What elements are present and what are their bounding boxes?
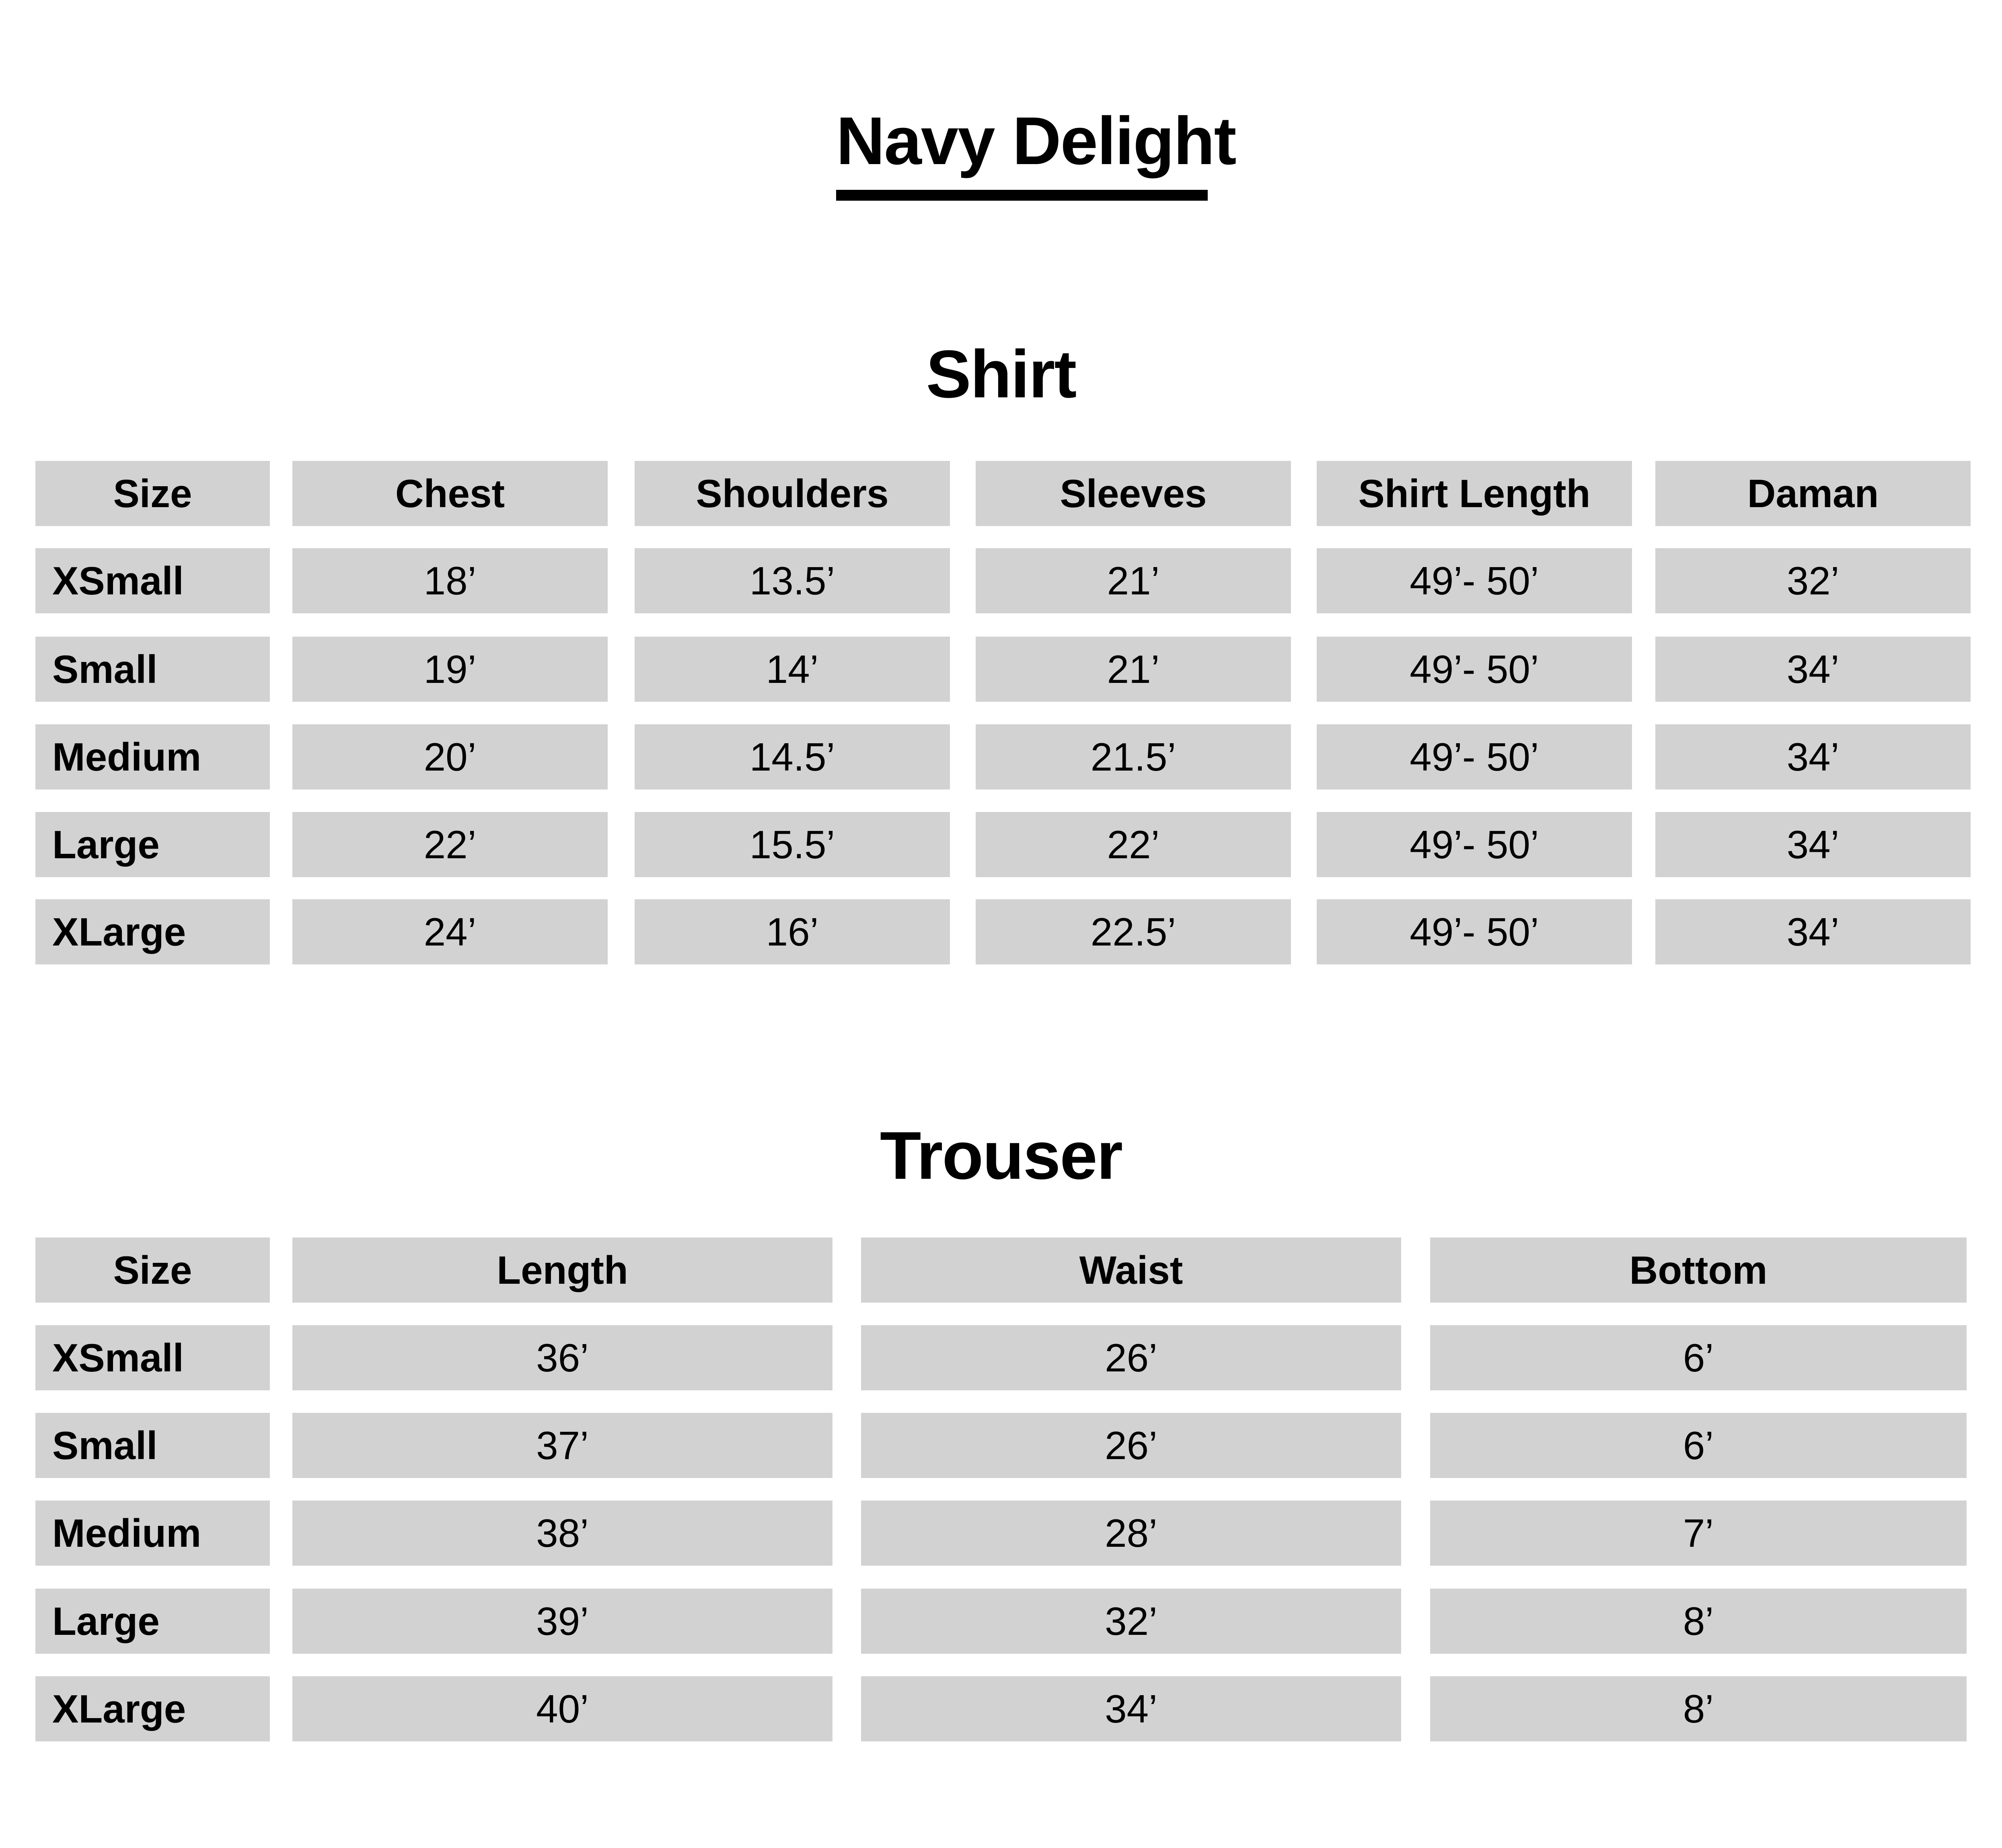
trouser-cell: 7’ — [1430, 1501, 1967, 1566]
shirt-cell: 14.5’ — [635, 724, 950, 789]
shirt-column-header: Sleeves — [976, 461, 1291, 526]
shirt-column-header: Chest — [292, 461, 608, 526]
shirt-cell: 24’ — [292, 899, 608, 964]
trouser-cell: 32’ — [861, 1589, 1401, 1654]
title-underline — [836, 190, 1208, 201]
shirt-size-label: Small — [35, 637, 270, 702]
shirt-cell: 49’- 50’ — [1317, 812, 1632, 877]
shirt-cell: 22.5’ — [976, 899, 1291, 964]
trouser-size-label: Large — [35, 1589, 270, 1654]
shirt-cell: 20’ — [292, 724, 608, 789]
shirt-cell: 16’ — [635, 899, 950, 964]
shirt-cell: 21’ — [976, 637, 1291, 702]
trouser-cell: 36’ — [292, 1325, 832, 1390]
shirt-cell: 34’ — [1655, 812, 1971, 877]
shirt-cell: 34’ — [1655, 724, 1971, 789]
shirt-size-label: XSmall — [35, 548, 270, 613]
shirt-cell: 15.5’ — [635, 812, 950, 877]
shirt-cell: 32’ — [1655, 548, 1971, 613]
trouser-heading: Trouser — [880, 1118, 1122, 1193]
trouser-cell: 28’ — [861, 1501, 1401, 1566]
trouser-cell: 6’ — [1430, 1413, 1967, 1478]
shirt-column-header: Daman — [1655, 461, 1971, 526]
shirt-column-header: Size — [35, 461, 270, 526]
trouser-cell: 39’ — [292, 1589, 832, 1654]
shirt-cell: 34’ — [1655, 637, 1971, 702]
shirt-size-label: Large — [35, 812, 270, 877]
trouser-column-header: Bottom — [1430, 1237, 1967, 1303]
shirt-cell: 22’ — [976, 812, 1291, 877]
trouser-cell: 38’ — [292, 1501, 832, 1566]
trouser-cell: 34’ — [861, 1676, 1401, 1741]
trouser-size-label: XSmall — [35, 1325, 270, 1390]
trouser-size-label: XLarge — [35, 1676, 270, 1741]
shirt-column-header: Shirt Length — [1317, 461, 1632, 526]
trouser-cell: 6’ — [1430, 1325, 1967, 1390]
shirt-cell: 13.5’ — [635, 548, 950, 613]
shirt-cell: 21.5’ — [976, 724, 1291, 789]
trouser-cell: 26’ — [861, 1413, 1401, 1478]
shirt-cell: 18’ — [292, 548, 608, 613]
trouser-size-label: Small — [35, 1413, 270, 1478]
trouser-cell: 26’ — [861, 1325, 1401, 1390]
trouser-size-label: Medium — [35, 1501, 270, 1566]
shirt-cell: 34’ — [1655, 899, 1971, 964]
shirt-cell: 49’- 50’ — [1317, 724, 1632, 789]
trouser-column-header: Size — [35, 1237, 270, 1303]
page-title: Navy Delight — [836, 103, 1236, 179]
trouser-column-header: Waist — [861, 1237, 1401, 1303]
trouser-cell: 8’ — [1430, 1676, 1967, 1741]
trouser-column-header: Length — [292, 1237, 832, 1303]
shirt-size-label: XLarge — [35, 899, 270, 964]
trouser-cell: 8’ — [1430, 1589, 1967, 1654]
shirt-cell: 49’- 50’ — [1317, 548, 1632, 613]
shirt-cell: 14’ — [635, 637, 950, 702]
shirt-column-header: Shoulders — [635, 461, 950, 526]
trouser-cell: 40’ — [292, 1676, 832, 1741]
shirt-cell: 22’ — [292, 812, 608, 877]
shirt-cell: 19’ — [292, 637, 608, 702]
shirt-heading: Shirt — [926, 336, 1076, 412]
trouser-cell: 37’ — [292, 1413, 832, 1478]
shirt-size-label: Medium — [35, 724, 270, 789]
shirt-cell: 21’ — [976, 548, 1291, 613]
shirt-cell: 49’- 50’ — [1317, 637, 1632, 702]
shirt-cell: 49’- 50’ — [1317, 899, 1632, 964]
